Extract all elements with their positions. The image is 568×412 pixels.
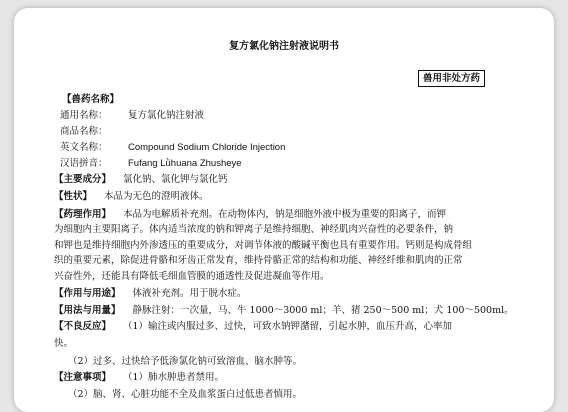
ingredients-value: 氯化钠、氯化钾与氯化钙 xyxy=(123,174,228,185)
document-title: 复方氯化钠注射液说明书 xyxy=(229,41,339,52)
adverse-line: 快。 xyxy=(54,338,74,349)
drug-name-header: 【兽药名称】 xyxy=(62,94,120,105)
generic-name-row xyxy=(60,110,204,122)
ingredients-header: 【主要成分】 xyxy=(54,174,112,185)
document-page xyxy=(14,8,554,412)
english-name-value: Compound Sodium Chloride Injection xyxy=(128,142,286,153)
pinyin-name-label: 汉语拼音： xyxy=(60,158,108,169)
caution-header: 【注意事项】 xyxy=(54,372,112,383)
generic-name-label: 通用名称： xyxy=(60,110,108,121)
properties-row xyxy=(54,191,209,203)
properties-value: 本品为无色的澄明液体。 xyxy=(104,191,209,202)
dosage-header: 【用法与用量】 xyxy=(54,305,121,316)
pharmacology-line: 和钾也是维持细胞内外渗透压的重要成分，对调节体液的酸碱平衡也具有重要作用。钙则是构成骨组 xyxy=(54,239,473,251)
usage-header: 【作用与用途】 xyxy=(54,288,121,299)
english-name-row xyxy=(60,142,285,154)
pinyin-name-value: Fufang Lǜhuana Zhusheye xyxy=(128,158,242,169)
pharmacology-header: 【药理作用】 xyxy=(54,209,112,220)
pharmacology-section xyxy=(54,207,524,284)
adverse-line: （1）输注或内服过多、过快，可致水钠钾潴留，引起水肿，血压升高，心率加 xyxy=(123,321,453,332)
usage-row xyxy=(54,288,247,300)
pharmacology-line: 本品为电解质补充剂。在动物体内，钠是细胞外液中极为重要的阳离子，而钾 xyxy=(123,209,447,220)
otc-veterinary-stamp: 兽用非处方药 xyxy=(418,70,485,87)
dosage-row xyxy=(54,305,514,317)
caution-row xyxy=(54,372,224,384)
dosage-value: 静脉注射：一次量，马、牛 1000～3000 ml；羊、猪 250～500 ml；犬 100～500ml。 xyxy=(132,305,514,316)
pinyin-name-row xyxy=(60,158,242,170)
properties-header: 【性状】 xyxy=(54,191,93,202)
adverse-row xyxy=(54,321,452,333)
pharmacology-line: 为细胞内主要阳离子。体内适当浓度的钠和钾离子是维持细胞、神经肌肉兴奋性的必要条件，钠 xyxy=(54,224,454,236)
trade-name-label: 商品名称： xyxy=(60,126,108,137)
generic-name-value: 复方氯化钠注射液 xyxy=(128,110,205,121)
adverse-header: 【不良反应】 xyxy=(54,321,112,332)
trade-name-row xyxy=(60,126,128,138)
caution-line: （2）脑、肾、心脏功能不全及血浆蛋白过低患者慎用。 xyxy=(68,389,303,400)
pharmacology-line: 织的重要元素，除促进骨骼和牙齿正常发育，维持骨骼正常的结构和功能、神经纤维和肌肉的正常 xyxy=(54,255,463,267)
ingredients-row xyxy=(54,174,228,186)
pharmacology-line: 兴奋性外，还能具有降低毛细血管膜的通透性及促进凝血等作用。 xyxy=(54,270,330,282)
adverse-line: （2）过多、过快给予低渗氯化钠可致溶血、脑水肿等。 xyxy=(68,356,303,367)
english-name-label: 英文名称： xyxy=(60,142,108,153)
usage-value: 体液补充剂。用于脱水症。 xyxy=(132,288,247,299)
caution-line: （1）肺水肿患者禁用。 xyxy=(123,372,225,383)
